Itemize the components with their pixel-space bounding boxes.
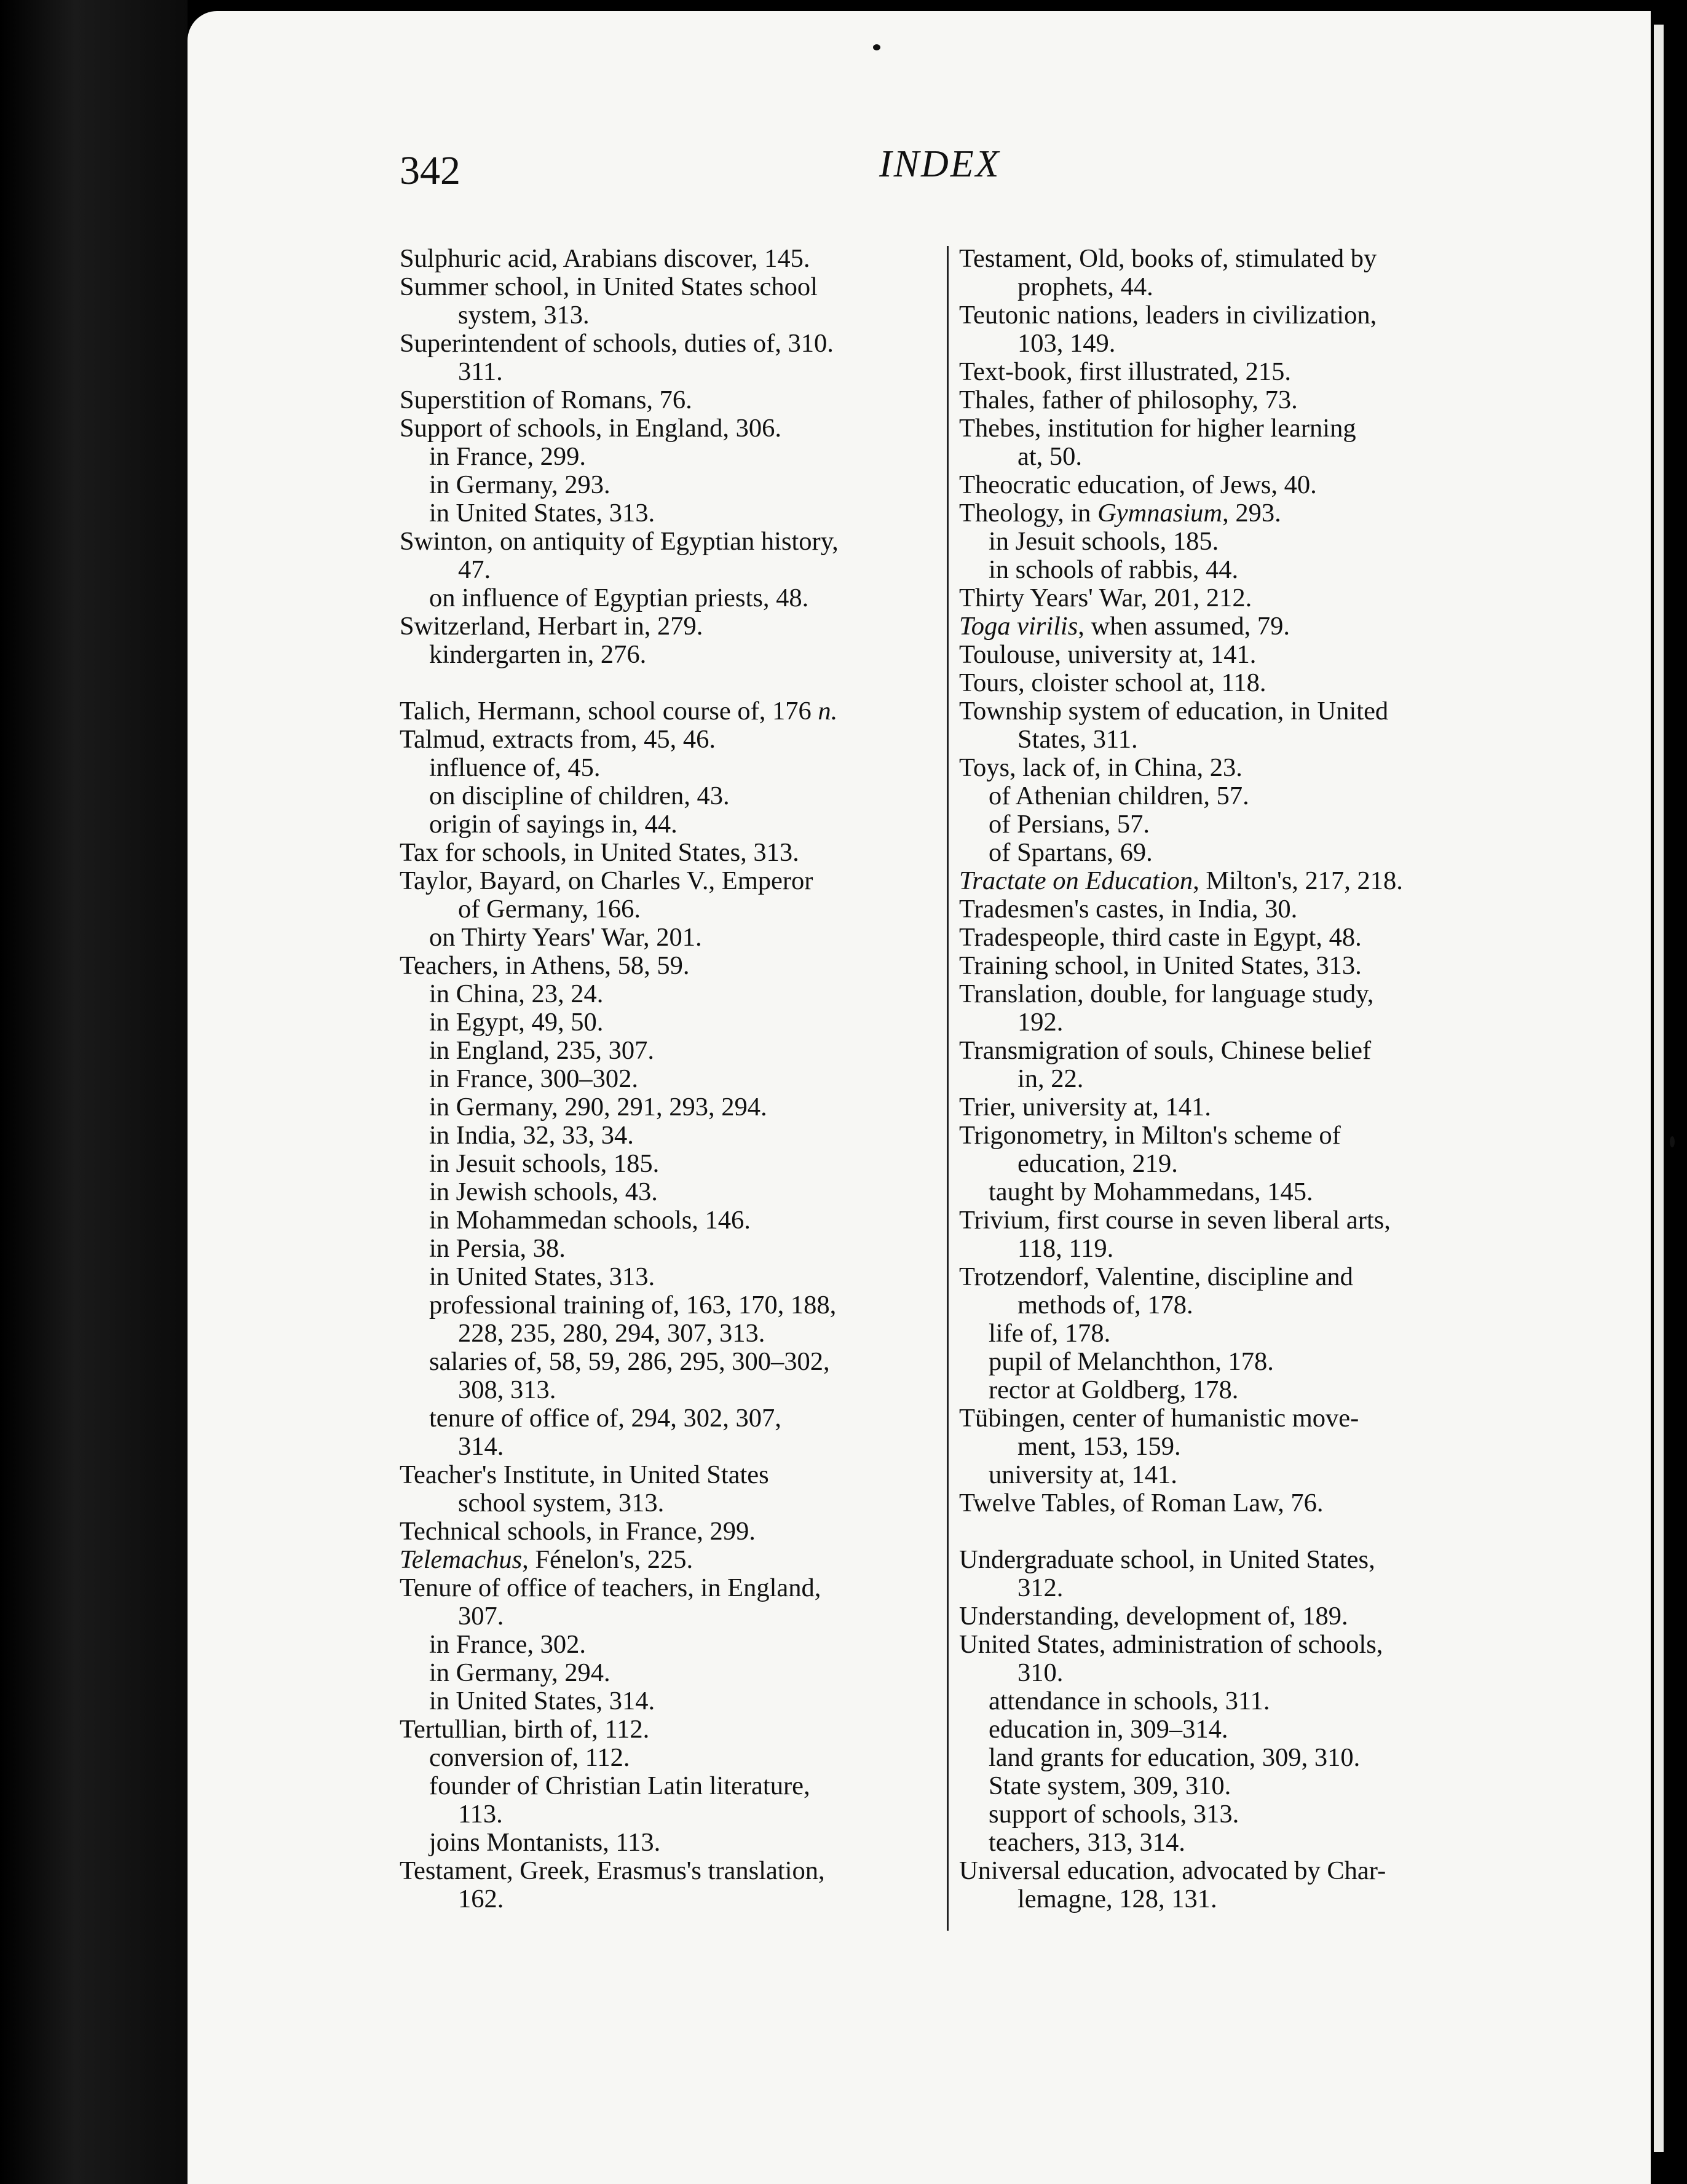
index-entry — [400, 1489, 941, 1517]
entry-text: Toulouse, university at, 141. — [959, 640, 1257, 669]
index-entry — [400, 528, 941, 556]
index-entry — [400, 245, 941, 273]
index-entry — [959, 669, 1500, 697]
index-entry — [959, 386, 1500, 414]
index-entry — [400, 1829, 941, 1857]
entry-text: kindergarten in, 276. — [429, 640, 647, 669]
entry-text: Tenure of office of teachers, in England, — [400, 1573, 821, 1602]
entry-text: Trier, university at, 141. — [959, 1093, 1211, 1122]
entry-text: on Thirty Years' War, 201. — [429, 923, 702, 952]
entry-text: 118, 119. — [1017, 1234, 1114, 1263]
entry-text: attendance in schools, 311. — [989, 1687, 1270, 1715]
entry-text: Toys, lack of, in China, 23. — [959, 753, 1243, 782]
entry-text: Translation, double, for language study, — [959, 979, 1374, 1008]
entry-text: in China, 23, 24. — [429, 979, 604, 1008]
entry-text: ment, 153, 159. — [1017, 1432, 1181, 1461]
index-entry — [959, 1546, 1500, 1574]
index-entry — [959, 1122, 1500, 1150]
index-entry — [959, 1065, 1500, 1093]
index-entry — [400, 1065, 941, 1093]
index-entry — [400, 273, 941, 301]
entry-text: on influence of Egyptian priests, 48. — [429, 584, 809, 612]
index-entry — [400, 1150, 941, 1178]
index-entry — [959, 867, 1500, 895]
entry-text: Taylor, Bayard, on Charles V., Emperor — [400, 866, 813, 895]
index-entry — [959, 1093, 1500, 1122]
entry-text: Teacher's Institute, in United States — [400, 1460, 769, 1489]
index-entry — [959, 895, 1500, 924]
index-entry — [959, 358, 1500, 386]
entry-text: tenure of office of, 294, 302, 307, — [429, 1404, 781, 1433]
adjacent-page-strip — [1654, 25, 1664, 2152]
index-entry — [400, 1178, 941, 1206]
entry-text: in France, 302. — [429, 1630, 586, 1659]
index-entry — [959, 1348, 1500, 1376]
ink-speck — [873, 44, 880, 50]
entry-text: of Athenian children, 57. — [989, 781, 1249, 810]
index-entry — [959, 1291, 1500, 1320]
index-entry — [400, 1715, 941, 1744]
entry-text: Universal education, advocated by Char- — [959, 1856, 1386, 1885]
index-entry — [400, 726, 941, 754]
entry-text: Township system of education, in United — [959, 697, 1389, 726]
entry-text: Talmud, extracts from, 45, 46. — [400, 725, 716, 754]
entry-text: Thebes, institution for higher learning — [959, 414, 1356, 443]
index-entry — [959, 726, 1500, 754]
entry-text: Talich, Hermann, school course of, 176 — [400, 697, 818, 726]
entry-text: education in, 309–314. — [989, 1715, 1228, 1744]
index-entry — [959, 1461, 1500, 1489]
index-entry — [400, 1857, 941, 1885]
entry-text: in United States, 313. — [429, 1262, 655, 1291]
italic-term: Tractate on Education — [959, 866, 1193, 895]
entry-text: Training school, in United States, 313. — [959, 951, 1362, 980]
entry-text: methods of, 178. — [1017, 1291, 1193, 1320]
index-entry — [400, 1263, 941, 1291]
entry-text: Switzerland, Herbart in, 279. — [400, 612, 703, 641]
entry-text: Thirty Years' War, 201, 212. — [959, 584, 1252, 612]
entry-text: Text-book, first illustrated, 215. — [959, 357, 1291, 386]
index-entry — [959, 1772, 1500, 1800]
entry-text: Tax for schools, in United States, 313. — [400, 838, 799, 867]
entry-text: system, 313. — [458, 301, 590, 330]
index-entry — [400, 556, 941, 584]
index-entry — [400, 1602, 941, 1631]
index-entry — [959, 1235, 1500, 1263]
entry-text: in Persia, 38. — [429, 1234, 566, 1263]
entry-text: joins Montanists, 113. — [429, 1828, 661, 1857]
index-entry — [959, 1574, 1500, 1602]
index-entry — [400, 443, 941, 471]
entry-text: in Egypt, 49, 50. — [429, 1008, 604, 1037]
index-entry — [959, 980, 1500, 1008]
entry-text: 307. — [458, 1602, 504, 1631]
entry-text: Sulphuric acid, Arabians discover, 145. — [400, 244, 810, 273]
entry-text: Transmigration of souls, Chinese belief — [959, 1036, 1372, 1065]
entry-text: 308, 313. — [458, 1375, 556, 1404]
index-entry — [400, 782, 941, 810]
entry-text: professional training of, 163, 170, 188, — [429, 1291, 837, 1320]
entry-text: life of, 178. — [989, 1319, 1111, 1348]
index-entry — [959, 952, 1500, 980]
entry-text: in Mohammedan schools, 146. — [429, 1206, 751, 1235]
index-entry — [959, 584, 1500, 612]
index-entry — [959, 273, 1500, 301]
index-entry — [959, 1659, 1500, 1687]
index-entry — [400, 952, 941, 980]
page-number: 342 — [400, 148, 460, 193]
index-entry — [959, 1744, 1500, 1772]
index-entry — [959, 1376, 1500, 1404]
index-entry — [400, 1235, 941, 1263]
index-entry — [959, 1404, 1500, 1433]
index-entry — [959, 1178, 1500, 1206]
index-entry — [959, 556, 1500, 584]
entry-text: in Jesuit schools, 185. — [989, 527, 1219, 556]
entry-text: land grants for education, 309, 310. — [989, 1743, 1361, 1772]
entry-text: 162. — [458, 1885, 504, 1913]
index-entry — [959, 924, 1500, 952]
entry-text: 113. — [458, 1800, 503, 1829]
entry-text: in France, 299. — [429, 442, 586, 471]
index-entry — [400, 584, 941, 612]
entry-text: , Milton's, 217, 218. — [1193, 866, 1403, 895]
entry-text: university at, 141. — [989, 1460, 1177, 1489]
index-entry — [959, 1631, 1500, 1659]
index-entry — [400, 1206, 941, 1235]
index-entry — [400, 612, 941, 641]
index-entry — [400, 471, 941, 499]
index-entry — [959, 1008, 1500, 1037]
index-entry — [959, 1715, 1500, 1744]
index-entry — [959, 1320, 1500, 1348]
entry-text: State system, 309, 310. — [989, 1771, 1231, 1800]
index-entry — [959, 528, 1500, 556]
index-entry — [959, 1857, 1500, 1885]
entry-text: rector at Goldberg, 178. — [989, 1375, 1239, 1404]
page-header — [400, 143, 1014, 209]
entry-text-tail: , 293. — [1222, 499, 1281, 528]
entry-text: 312. — [1017, 1573, 1064, 1602]
index-entry — [400, 414, 941, 443]
index-entry — [400, 1772, 941, 1800]
entry-text: in Germany, 294. — [429, 1658, 610, 1687]
entry-text: , Fénelon's, 225. — [522, 1545, 693, 1574]
italic-term: Toga virilis — [959, 612, 1078, 641]
index-entry — [400, 1376, 941, 1404]
entry-text: pupil of Melanchthon, 178. — [989, 1347, 1274, 1376]
index-entry — [400, 1546, 941, 1574]
index-entry — [400, 358, 941, 386]
entry-text: Summer school, in United States school — [400, 272, 818, 301]
entry-text: taught by Mohammedans, 145. — [989, 1177, 1313, 1206]
index-entry — [400, 499, 941, 528]
index-entry — [400, 1659, 941, 1687]
entry-text: Support of schools, in England, 306. — [400, 414, 781, 443]
index-entry — [959, 1687, 1500, 1715]
entry-text: in France, 300–302. — [429, 1064, 638, 1093]
ink-speck — [1670, 1136, 1675, 1147]
entry-text: influence of, 45. — [429, 753, 601, 782]
entry-text: Teutonic nations, leaders in civilization, — [959, 301, 1377, 330]
column-divider — [947, 246, 949, 1931]
italic-term: n. — [818, 697, 838, 726]
index-entry — [400, 697, 941, 726]
index-entry — [959, 301, 1500, 330]
entry-text: 192. — [1017, 1008, 1064, 1037]
entry-text: in schools of rabbis, 44. — [989, 555, 1239, 584]
index-column-right — [959, 245, 1500, 1913]
entry-text: founder of Christian Latin literature, — [429, 1771, 810, 1800]
italic-term: Gymnasium — [1097, 499, 1223, 528]
index-entry — [959, 810, 1500, 839]
entry-text: Trotzendorf, Valentine, discipline and — [959, 1262, 1353, 1291]
index-entry — [400, 895, 941, 924]
entry-text: Theocratic education, of Jews, 40. — [959, 470, 1317, 499]
index-entry — [959, 612, 1500, 641]
index-entry — [959, 1885, 1500, 1913]
entry-text: Tours, cloister school at, 118. — [959, 668, 1266, 697]
letter-gap — [959, 1517, 1500, 1546]
entry-text: , when assumed, 79. — [1078, 612, 1290, 641]
index-entry — [959, 245, 1500, 273]
entry-text: Undergraduate school, in United States, — [959, 1545, 1375, 1574]
index-entry — [959, 1150, 1500, 1178]
index-entry — [959, 754, 1500, 782]
index-entry — [400, 867, 941, 895]
entry-text: in India, 32, 33, 34. — [429, 1121, 634, 1150]
entry-text: Thales, father of philosophy, 73. — [959, 386, 1298, 414]
index-entry — [400, 301, 941, 330]
index-entry — [400, 839, 941, 867]
index-entry — [959, 697, 1500, 726]
entry-text: on discipline of children, 43. — [429, 781, 730, 810]
index-entry — [400, 1122, 941, 1150]
index-entry — [400, 1008, 941, 1037]
running-title: INDEX — [879, 143, 1001, 185]
index-entry — [400, 1517, 941, 1546]
entry-text: at, 50. — [1017, 442, 1083, 471]
index-entry — [959, 1433, 1500, 1461]
index-entry — [400, 1093, 941, 1122]
index-entry — [400, 810, 941, 839]
entry-text: teachers, 313, 314. — [989, 1828, 1185, 1857]
entry-text: lemagne, 128, 131. — [1017, 1885, 1217, 1913]
entry-text: Tübingen, center of humanistic move- — [959, 1404, 1359, 1433]
entry-text: of Persians, 57. — [989, 810, 1150, 839]
entry-text: Superintendent of schools, duties of, 310. — [400, 329, 834, 358]
index-entry — [400, 386, 941, 414]
entry-text: support of schools, 313. — [989, 1800, 1239, 1829]
entry-text: 311. — [458, 357, 503, 386]
index-entry — [959, 414, 1500, 443]
index-entry — [400, 1631, 941, 1659]
entry-text: 228, 235, 280, 294, 307, 313. — [458, 1319, 765, 1348]
entry-text: 103, 149. — [1017, 329, 1116, 358]
entry-text: in Jesuit schools, 185. — [429, 1149, 660, 1178]
index-entry — [400, 330, 941, 358]
entry-text: salaries of, 58, 59, 286, 295, 300–302, — [429, 1347, 830, 1376]
entry-text: in Germany, 293. — [429, 470, 610, 499]
index-entry — [400, 1320, 941, 1348]
entry-text: Trivium, first course in seven liberal arts, — [959, 1206, 1391, 1235]
index-entry — [959, 499, 1500, 528]
letter-gap — [400, 669, 941, 697]
entry-text: Theology, in — [959, 499, 1098, 528]
entry-text: education, 219. — [1017, 1149, 1178, 1178]
entry-text: Testament, Old, books of, stimulated by — [959, 244, 1377, 273]
index-entry — [959, 1829, 1500, 1857]
index-entry — [400, 924, 941, 952]
index-entry — [400, 1885, 941, 1913]
entry-text: in Germany, 290, 291, 293, 294. — [429, 1093, 767, 1122]
index-entry — [959, 1037, 1500, 1065]
index-entry — [400, 1404, 941, 1433]
entry-text: prophets, 44. — [1017, 272, 1153, 301]
entry-text: in, 22. — [1017, 1064, 1084, 1093]
entry-text: of Spartans, 69. — [989, 838, 1153, 867]
index-entry — [959, 839, 1500, 867]
entry-text: Teachers, in Athens, 58, 59. — [400, 951, 690, 980]
index-entry — [400, 1800, 941, 1829]
book-gutter-shadow — [0, 0, 188, 2184]
index-entry — [400, 1037, 941, 1065]
index-entry — [400, 1433, 941, 1461]
index-entry — [400, 641, 941, 669]
entry-text: in England, 235, 307. — [429, 1036, 654, 1065]
index-entry — [959, 330, 1500, 358]
entry-text: Trigonometry, in Milton's scheme of — [959, 1121, 1341, 1150]
entry-text: States, 311. — [1017, 725, 1138, 754]
italic-term: Telemachus — [400, 1545, 523, 1574]
index-entry — [400, 1744, 941, 1772]
entry-text: in Jewish schools, 43. — [429, 1177, 658, 1206]
index-column-left — [400, 245, 941, 1913]
index-entry — [959, 641, 1500, 669]
index-entry — [400, 1461, 941, 1489]
index-entry — [400, 1687, 941, 1715]
entry-text: Superstition of Romans, 76. — [400, 386, 692, 414]
entry-text: Tertullian, birth of, 112. — [400, 1715, 650, 1744]
index-entry — [400, 1291, 941, 1320]
index-entry — [400, 980, 941, 1008]
index-entry — [400, 1574, 941, 1602]
entry-text: 47. — [458, 555, 491, 584]
entry-text: in United States, 314. — [429, 1687, 655, 1715]
entry-text: Testament, Greek, Erasmus's translation, — [400, 1856, 825, 1885]
entry-text: 310. — [1017, 1658, 1064, 1687]
entry-text: in United States, 313. — [429, 499, 655, 528]
index-entry — [959, 1602, 1500, 1631]
entry-text: Understanding, development of, 189. — [959, 1602, 1348, 1631]
entry-text: of Germany, 166. — [458, 895, 641, 924]
entry-text: Twelve Tables, of Roman Law, 76. — [959, 1489, 1324, 1517]
entry-text: Tradespeople, third caste in Egypt, 48. — [959, 923, 1362, 952]
index-entry — [400, 754, 941, 782]
index-entry — [959, 1263, 1500, 1291]
entry-text: Technical schools, in France, 299. — [400, 1517, 756, 1546]
index-entry — [959, 782, 1500, 810]
index-entry — [959, 443, 1500, 471]
entry-text: origin of sayings in, 44. — [429, 810, 678, 839]
entry-text: school system, 313. — [458, 1489, 665, 1517]
entry-text: Tradesmen's castes, in India, 30. — [959, 895, 1298, 924]
index-entry — [959, 1206, 1500, 1235]
entry-text: conversion of, 112. — [429, 1743, 630, 1772]
entry-text: Swinton, on antiquity of Egyptian history, — [400, 527, 839, 556]
index-entry — [959, 1489, 1500, 1517]
entry-text: United States, administration of schools, — [959, 1630, 1383, 1659]
index-entry — [959, 471, 1500, 499]
index-entry — [400, 1348, 941, 1376]
entry-text: 314. — [458, 1432, 504, 1461]
index-entry — [959, 1800, 1500, 1829]
